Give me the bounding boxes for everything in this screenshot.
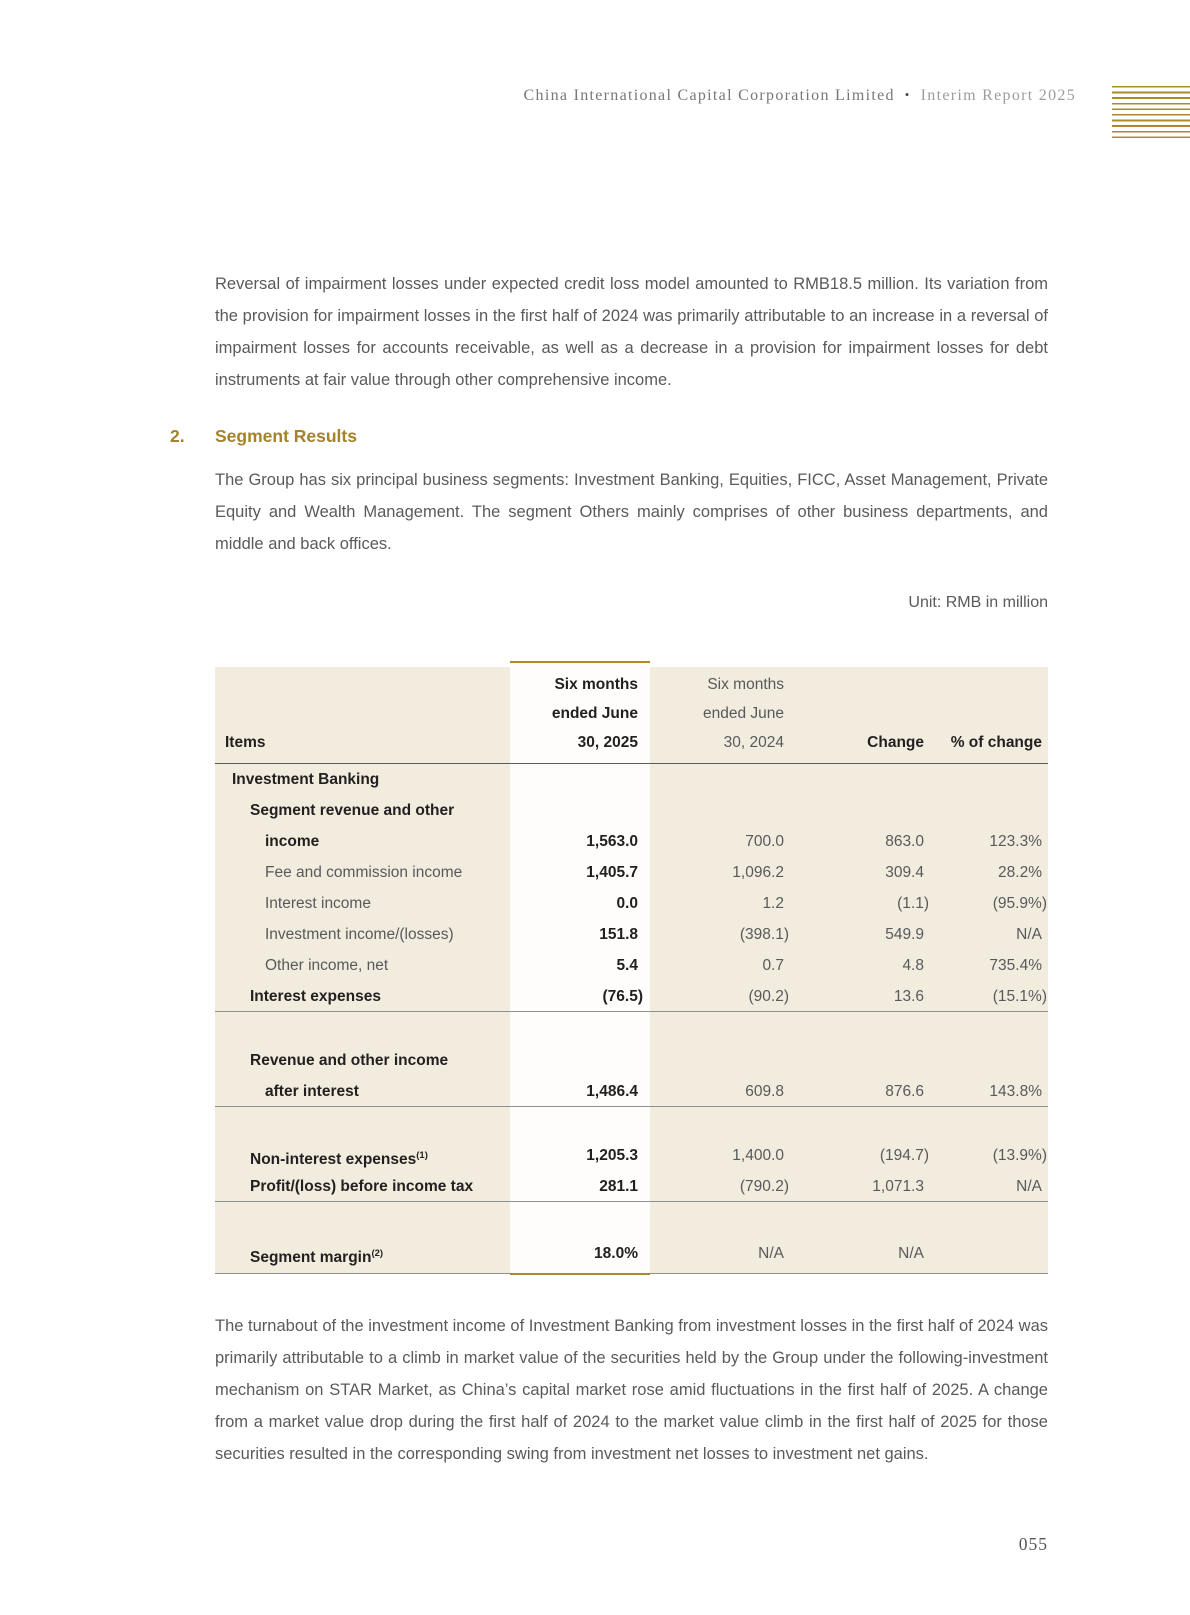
row-label: Interest expenses [250, 988, 381, 1005]
row-value: 1,405.7 [586, 864, 638, 881]
table-row [215, 826, 1048, 857]
table-row [215, 764, 1048, 795]
row-value: 1,563.0 [586, 833, 638, 850]
row-value: 1,486.4 [586, 1083, 638, 1100]
row-value: 281.1 [599, 1178, 638, 1195]
section-title: Segment Results [215, 426, 357, 446]
row-value: (398.1) [739, 926, 789, 943]
company-name: China International Capital Corporation Limited [523, 87, 895, 104]
intro-paragraph: Reversal of impairment losses under expected credit loss model amounted to RMB18.5 million. Its variation from the provision for impairment losses in the first half of 2024 was primarily attributable to an increase in a reversal of impairment losses for accounts receivable, as well as a decrease in a provision for impairment losses for debt instruments at fair value through other comprehensive income. [215, 275, 1048, 389]
section-paragraph: The Group has six principal business segments: Investment Banking, Equities, FICC, Asset Management, Private Equity and Wealth Management. The segment Others mainly comprises of other business departments, and middle and back offices. [215, 471, 1048, 553]
table-row [215, 1235, 1048, 1273]
row-value: (90.2) [748, 988, 789, 1005]
row-label: Investment Banking [232, 771, 380, 788]
table-spacer-row [215, 1012, 1048, 1045]
table-row [215, 981, 1048, 1012]
table-row [215, 919, 1048, 950]
row-value: 13.6 [893, 988, 924, 1005]
row-value: N/A [898, 1245, 924, 1262]
row-value: 0.7 [762, 957, 784, 974]
row-value: 549.9 [885, 926, 924, 943]
row-value: (790.2) [739, 1178, 789, 1195]
section-heading [170, 426, 1048, 447]
row-value [932, 1235, 1048, 1277]
row-label: Fee and commission income [265, 864, 463, 881]
row-label: Interest income [265, 895, 371, 912]
row-value: (194.7) [879, 1147, 929, 1164]
row-value [650, 1045, 800, 1076]
row-value: 1,205.3 [586, 1147, 638, 1164]
table-body [215, 764, 1048, 1273]
col-header-items: Items [225, 734, 266, 751]
row-value: 5.4 [616, 957, 638, 974]
row-label: after interest [265, 1083, 359, 1100]
row-value: 151.8 [599, 926, 638, 943]
table-row [215, 795, 1048, 826]
row-value [800, 795, 932, 826]
row-label: Profit/(loss) before income tax [250, 1178, 474, 1195]
col-header-change: Change [867, 734, 924, 751]
row-value [932, 795, 1048, 826]
row-value: (15.1%) [992, 988, 1047, 1005]
table-row [215, 1171, 1048, 1202]
separator-dot: • [904, 87, 911, 102]
table-row [215, 1140, 1048, 1171]
row-value [510, 764, 650, 795]
closing-paragraph: The turnabout of the investment income of Investment Banking from investment losses in the first half of 2024 was primarily attributable to a climb in market value of the securities held by the Group under the following-investment mechanism on STAR Market, as China’s capital market rose amid fluctuations in the first half of 2025. A change from a market value drop during the first half of 2024 to the market value climb in the first half of 2025 for those securities resulted in the corresponding swing from investment net losses to investment net gains. [215, 1317, 1048, 1463]
row-value: 735.4% [989, 957, 1042, 974]
table-spacer-row [215, 1202, 1048, 1235]
row-value: 18.0% [594, 1245, 638, 1262]
row-value: 863.0 [885, 833, 924, 850]
row-value: 28.2% [998, 864, 1042, 881]
row-label: income [265, 833, 320, 850]
row-value: (13.9%) [992, 1147, 1047, 1164]
row-value: 700.0 [745, 833, 784, 850]
row-value [800, 764, 932, 795]
row-value: 143.8% [989, 1083, 1042, 1100]
row-value [650, 795, 800, 826]
row-value: N/A [1016, 926, 1042, 943]
row-value [510, 795, 650, 826]
unit-note: Unit: RMB in million [908, 594, 1048, 611]
col-header-2025: Six months ended June 30, 2025 [551, 676, 638, 751]
row-value [932, 1045, 1048, 1076]
row-value: (95.9%) [992, 895, 1047, 912]
row-label: Investment income/(losses) [265, 926, 454, 943]
table-row [215, 888, 1048, 919]
row-label: Non-interest expenses$^{(1)}$ [250, 1150, 428, 1168]
table-row [215, 1045, 1048, 1076]
row-value: 1,071.3 [872, 1178, 924, 1195]
row-value: 1.2 [762, 895, 784, 912]
row-value: 309.4 [885, 864, 924, 881]
row-value: N/A [758, 1245, 784, 1262]
row-value [510, 1045, 650, 1076]
col-header-2024: Six months ended June 30, 2024 [702, 676, 784, 751]
section-number: 2. [170, 426, 185, 446]
table-row [215, 950, 1048, 981]
row-value: (76.5) [602, 988, 643, 1005]
report-title: Interim Report 2025 [920, 87, 1076, 104]
stripes-logo-icon [1112, 86, 1190, 138]
row-value: 1,400.0 [732, 1147, 784, 1164]
table-spacer-row [215, 1107, 1048, 1140]
row-label: Revenue and other income [250, 1052, 449, 1069]
segment-results-table [215, 667, 1048, 1274]
row-label: Segment revenue and other [250, 802, 455, 819]
table-row [215, 857, 1048, 888]
col-header-pct-change: % of change [950, 734, 1042, 751]
row-value [650, 764, 800, 795]
row-value [800, 1045, 932, 1076]
row-label: Segment margin$^{(2)}$ [250, 1248, 384, 1266]
row-value: 876.6 [885, 1083, 924, 1100]
table-header-row [215, 667, 1048, 764]
masthead [524, 87, 1076, 105]
row-value: 0.0 [616, 895, 638, 912]
row-value: 1,096.2 [732, 864, 784, 881]
row-value: (1.1) [897, 895, 929, 912]
page-number: 055 [1018, 1534, 1048, 1554]
table-row [215, 1076, 1048, 1107]
row-value: 4.8 [902, 957, 924, 974]
row-value [932, 764, 1048, 795]
row-value: 609.8 [745, 1083, 784, 1100]
row-value: N/A [1016, 1178, 1042, 1195]
row-label: Other income, net [265, 957, 389, 974]
row-value: 123.3% [989, 833, 1042, 850]
